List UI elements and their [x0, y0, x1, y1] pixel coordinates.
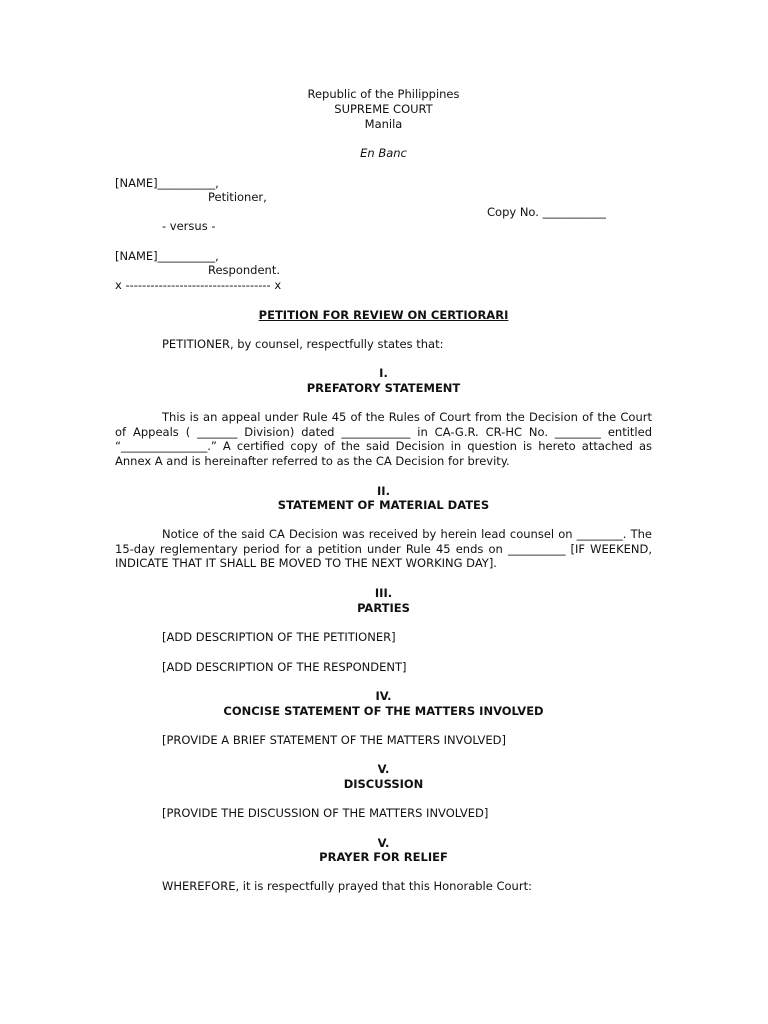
copy-number: Copy No. ___________: [487, 205, 606, 219]
versus-label: - versus -: [162, 219, 216, 233]
respondent-name: [NAME]__________,: [115, 249, 219, 263]
section-2-heading: STATEMENT OF MATERIAL DATES: [277, 498, 490, 512]
respondent-label: Respondent.: [208, 263, 280, 277]
section-6-heading: PRAYER FOR RELIEF: [319, 850, 448, 864]
section-5-heading: DISCUSSION: [343, 777, 424, 791]
petitioner-label: Petitioner,: [208, 190, 267, 204]
header-city: Manila: [364, 117, 403, 131]
section-1-heading: PREFATORY STATEMENT: [306, 381, 461, 395]
section-6-body: WHEREFORE, it is respectfully prayed that this Honorable Court:: [162, 879, 532, 893]
section-5-body: [PROVIDE THE DISCUSSION OF THE MATTERS INVOLVED]: [162, 806, 489, 820]
section-4-heading: CONCISE STATEMENT OF THE MATTERS INVOLVED: [223, 704, 544, 718]
section-1-numeral: I.: [379, 366, 388, 380]
section-3-numeral: III.: [374, 586, 393, 600]
section-4-body: [PROVIDE A BRIEF STATEMENT OF THE MATTERS INVOLVED]: [162, 733, 506, 747]
section-5-numeral: V.: [377, 762, 390, 776]
section-3-body-petitioner: [ADD DESCRIPTION OF THE PETITIONER]: [162, 630, 396, 644]
caption-separator: x ----------------------------------- x: [115, 278, 282, 292]
header-court: SUPREME COURT: [334, 102, 433, 116]
intro-paragraph: PETITIONER, by counsel, respectfully states that:: [162, 337, 444, 351]
section-2-numeral: II.: [377, 484, 390, 498]
header-en-banc: En Banc: [360, 146, 407, 160]
section-3-body-respondent: [ADD DESCRIPTION OF THE RESPONDENT]: [162, 660, 407, 674]
section-1-body: This is an appeal under Rule 45 of the Rules of Court from the Decision of the Court of Appeals ( _______ Division) dated ____________ in CA-G.R. CR-HC No. ________ entitled “_______________.” A certified copy of the said Decision in question is hereto attached as Annex A and is hereinafter referred to as the CA Decision for brevity.: [115, 410, 652, 468]
section-3-heading: PARTIES: [357, 601, 410, 615]
document-title: PETITION FOR REVIEW ON CERTIORARI: [258, 308, 509, 322]
petitioner-name: [NAME]__________,: [115, 176, 219, 190]
section-4-numeral: IV.: [375, 689, 392, 703]
header-republic: Republic of the Philippines: [307, 87, 460, 101]
section-6-numeral: V.: [377, 836, 390, 850]
section-2-body: Notice of the said CA Decision was received by herein lead counsel on ________. The 15-day reglementary period for a petition under Rule 45 ends on __________ [IF WEEKEND, INDICATE THAT IT SHALL BE MOVED TO THE NEXT WORKING DAY].: [115, 527, 652, 571]
